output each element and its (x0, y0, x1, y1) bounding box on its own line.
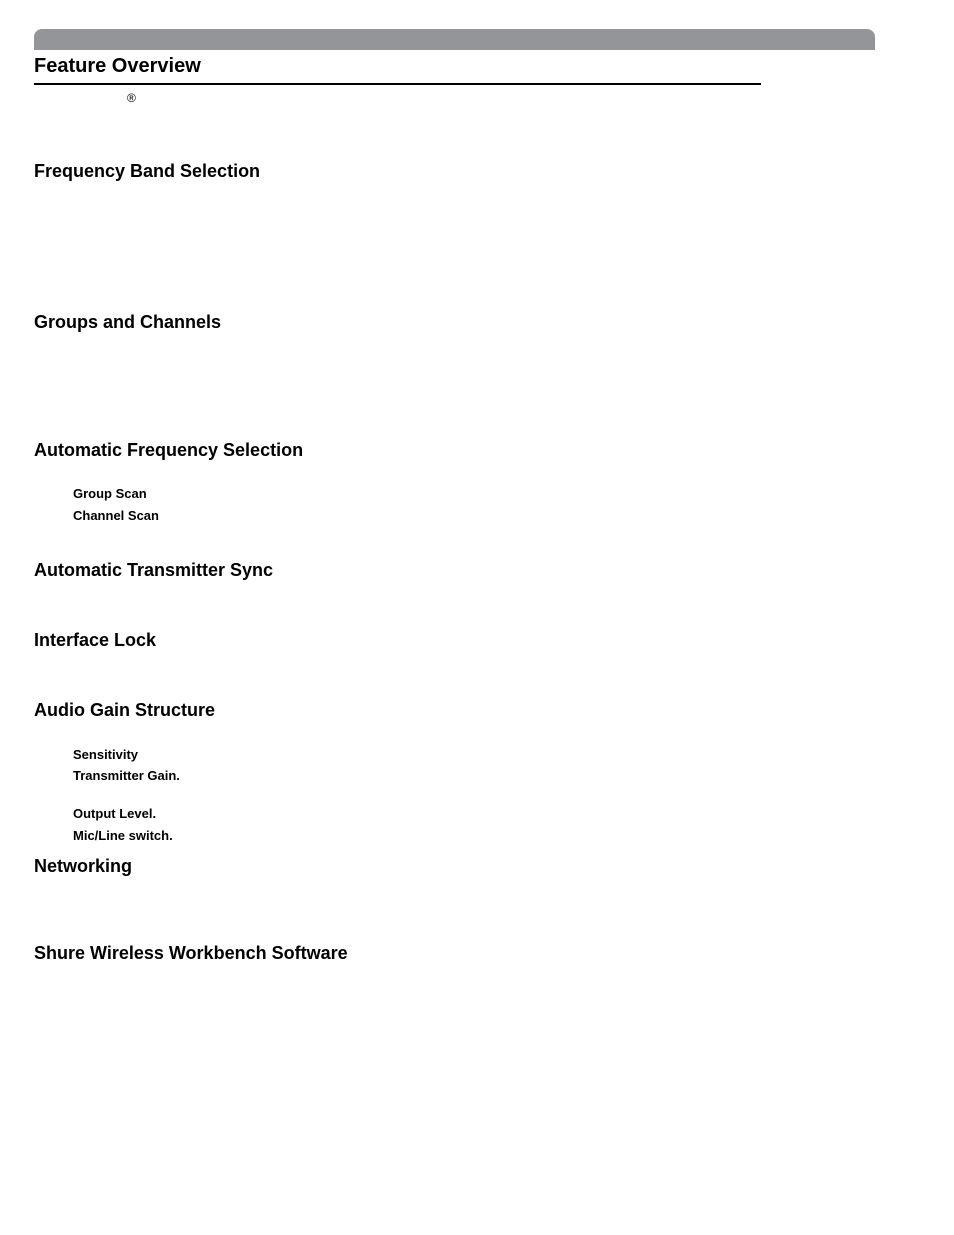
item-transmitter-gain: Transmitter Gain. (73, 768, 180, 783)
heading-automatic-frequency-selection: Automatic Frequency Selection (34, 440, 304, 460)
heading-interface-lock: Interface Lock (34, 630, 157, 650)
heading-frequency-band-selection: Frequency Band Selection (34, 161, 261, 181)
item-channel-scan: Channel Scan (73, 508, 159, 523)
heading-shure-wireless-workbench-software: Shure Wireless Workbench Software (34, 943, 348, 963)
page-title: Feature Overview (34, 55, 201, 77)
heading-audio-gain-structure: Audio Gain Structure (34, 700, 216, 720)
heading-groups-and-channels: Groups and Channels (34, 312, 222, 332)
item-output-level: Output Level. (73, 806, 157, 821)
header-bar (34, 29, 875, 50)
heading-networking: Networking (34, 856, 133, 876)
item-mic-line-switch: Mic/Line switch. (73, 828, 173, 843)
title-divider (34, 83, 761, 85)
registered-trademark-mark: ® (127, 91, 136, 105)
item-group-scan: Group Scan (73, 486, 147, 501)
item-sensitivity: Sensitivity (73, 747, 139, 762)
heading-automatic-transmitter-sync: Automatic Transmitter Sync (34, 560, 274, 580)
